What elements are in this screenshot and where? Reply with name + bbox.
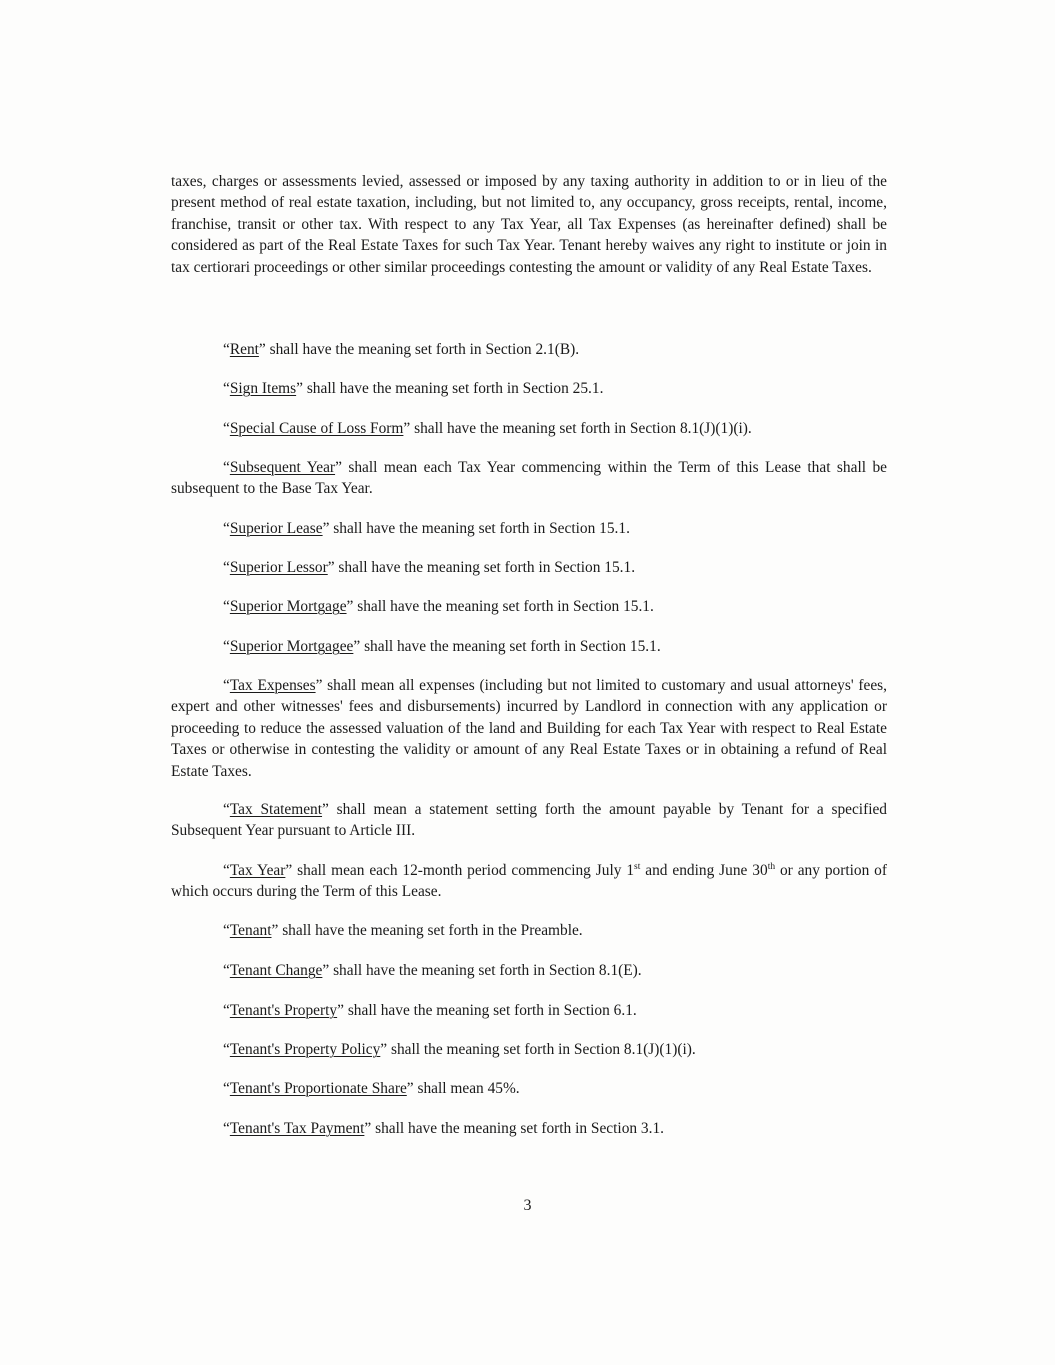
term-tax-statement: Tax Statement xyxy=(229,801,323,818)
term-tenants-proportionate-share: Tenant's Proportionate Share xyxy=(229,1080,407,1097)
definition-tenants-property-policy: “Tenant's Property Policy” shall the meaning set forth in Section 8.1(J)(1)(i). xyxy=(223,1041,696,1058)
definition-text: shall have the meaning set forth in Section 6.1. xyxy=(343,1002,637,1019)
definition-text: shall have the meaning set forth in Section 8.1(J)(1)(i). xyxy=(410,420,752,437)
definition-text: shall mean each 12-month period commencing July 1 xyxy=(292,862,635,879)
definition-text: shall mean a statement setting forth the amount payable by Tenant for a specified Subsequent Year pursuant to Article III. xyxy=(171,801,888,840)
term-superior-lessor: Superior Lessor xyxy=(229,559,328,576)
definition-rent: “Rent” shall have the meaning set forth in Section 2.1(B). xyxy=(223,341,580,358)
term-superior-mortgage: Superior Mortgage xyxy=(229,598,347,615)
continuation-paragraph: taxes, charges or assessments levied, assessed or imposed by any taxing authority in addition to or in lieu of the present method of real estate taxation, including, but not limited to, any occupancy, gross receipts, rental, income, franchise, transit or other tax. With respect to any Tax Year, all Tax Expenses (as hereinafter defined) shall be considered as part of the Real Estate Taxes for such Tax Year. Tenant hereby waives any right to institute or join in tax certiorari proceedings or other similar proceedings contesting the amount or validity of any Real Estate Taxes. xyxy=(171,173,887,276)
definition-sign-items: “Sign Items” shall have the meaning set forth in Section 25.1. xyxy=(223,380,604,397)
definition-text: shall have the meaning set forth in Section 15.1. xyxy=(334,559,636,576)
term-special-cause-of-loss-form: Special Cause of Loss Form xyxy=(229,420,404,437)
definition-superior-lease: “Superior Lease” shall have the meaning set forth in Section 15.1. xyxy=(223,520,630,537)
term-superior-lease: Superior Lease xyxy=(229,520,323,537)
term-tenant: Tenant xyxy=(229,922,272,939)
definition-subsequent-year: “Subsequent Year” shall mean each Tax Year commencing within the Term of this Lease that shall be subsequent to the Base Tax Year. xyxy=(171,459,887,498)
page-number: 3 xyxy=(523,1197,532,1214)
definition-text: shall have the meaning set forth in Section 15.1. xyxy=(329,520,630,537)
definition-text: shall have the meaning set forth in Section 25.1. xyxy=(302,380,604,397)
definition-superior-mortgagee: “Superior Mortgagee” shall have the meaning set forth in Section 15.1. xyxy=(223,638,661,655)
term-subsequent-year: Subsequent Year xyxy=(229,459,336,476)
definition-superior-lessor: “Superior Lessor” shall have the meaning set forth in Section 15.1. xyxy=(223,559,636,576)
superscript-th: th xyxy=(767,861,776,872)
term-tenant-change: Tenant Change xyxy=(229,962,323,979)
term-tax-year: Tax Year xyxy=(229,862,286,879)
definition-text: shall have the meaning set forth in Section 15.1. xyxy=(353,598,654,615)
definition-tax-statement: “Tax Statement” shall mean a statement setting forth the amount payable by Tenant for a specified Subsequent Year pursuant to Article III. xyxy=(171,801,888,840)
definition-text: shall mean 45%. xyxy=(413,1080,520,1097)
term-tenants-property-policy: Tenant's Property Policy xyxy=(229,1041,381,1058)
definition-text: shall mean all expenses (including but not limited to customary and usual attorneys' fees, expert and other witnesses' fees and disbursements) incurred by Landlord in connection with any application or proceeding to reduce the assessed valuation of the land and Building for each Tax Year with respect to Real Estate Taxes or otherwise in contesting the validity or amount of any Real Estate Taxes or in obtaining a refund of Real Estate Taxes. xyxy=(171,677,887,780)
definition-superior-mortgage: “Superior Mortgage” shall have the meaning set forth in Section 15.1. xyxy=(223,598,654,615)
definition-text: or any portion of which occurs during the Term of this Lease. xyxy=(171,862,887,901)
term-rent: Rent xyxy=(229,341,259,358)
definition-special-cause-of-loss-form: “Special Cause of Loss Form” shall have the meaning set forth in Section 8.1(J)(1)(i). xyxy=(223,420,752,437)
term-sign-items: Sign Items xyxy=(229,380,297,397)
definition-text: shall have the meaning set forth in the Preamble. xyxy=(278,922,583,939)
term-superior-mortgagee: Superior Mortgagee xyxy=(229,638,354,655)
definition-text: shall have the meaning set forth in Section 2.1(B). xyxy=(265,341,580,358)
definition-tenant-change: “Tenant Change” shall have the meaning set forth in Section 8.1(E). xyxy=(223,962,642,979)
definition-tax-year: “Tax Year” shall mean each 12-month period commencing July 1st and ending June 30th or any portion of which occurs during the Term of this Lease. xyxy=(171,861,887,901)
term-tax-expenses: Tax Expenses xyxy=(229,677,316,694)
definition-text: shall mean each Tax Year commencing within the Term of this Lease that shall be subsequent to the Base Tax Year. xyxy=(171,459,887,498)
definition-tenant: “Tenant” shall have the meaning set forth in the Preamble. xyxy=(223,922,583,939)
term-tenants-property: Tenant's Property xyxy=(229,1002,338,1019)
definition-text: and ending June 30 xyxy=(640,862,768,879)
definition-text: shall the meaning set forth in Section 8.1(J)(1)(i). xyxy=(387,1041,696,1058)
definition-tax-expenses: “Tax Expenses” shall mean all expenses (including but not limited to customary and usual attorneys' fees, expert and other witnesses' fees and disbursements) incurred by Landlord in connection with any application or proceeding to reduce the assessed valuation of the land and Building for each Tax Year with respect to Real Estate Taxes or otherwise in contesting the validity or amount of any Real Estate Taxes or in obtaining a refund of Real Estate Taxes. xyxy=(171,677,887,780)
definition-tenants-property: “Tenant's Property” shall have the meaning set forth in Section 6.1. xyxy=(223,1002,637,1019)
definition-text: shall have the meaning set forth in Section 8.1(E). xyxy=(329,962,642,979)
definition-text: shall have the meaning set forth in Section 3.1. xyxy=(371,1120,665,1137)
definition-text: shall have the meaning set forth in Section 15.1. xyxy=(360,638,661,655)
superscript-st: st xyxy=(634,861,641,872)
definition-tenants-proportionate-share: “Tenant's Proportionate Share” shall mean 45%. xyxy=(223,1080,520,1097)
term-tenants-tax-payment: Tenant's Tax Payment xyxy=(229,1120,365,1137)
definition-tenants-tax-payment: “Tenant's Tax Payment” shall have the meaning set forth in Section 3.1. xyxy=(223,1120,665,1137)
